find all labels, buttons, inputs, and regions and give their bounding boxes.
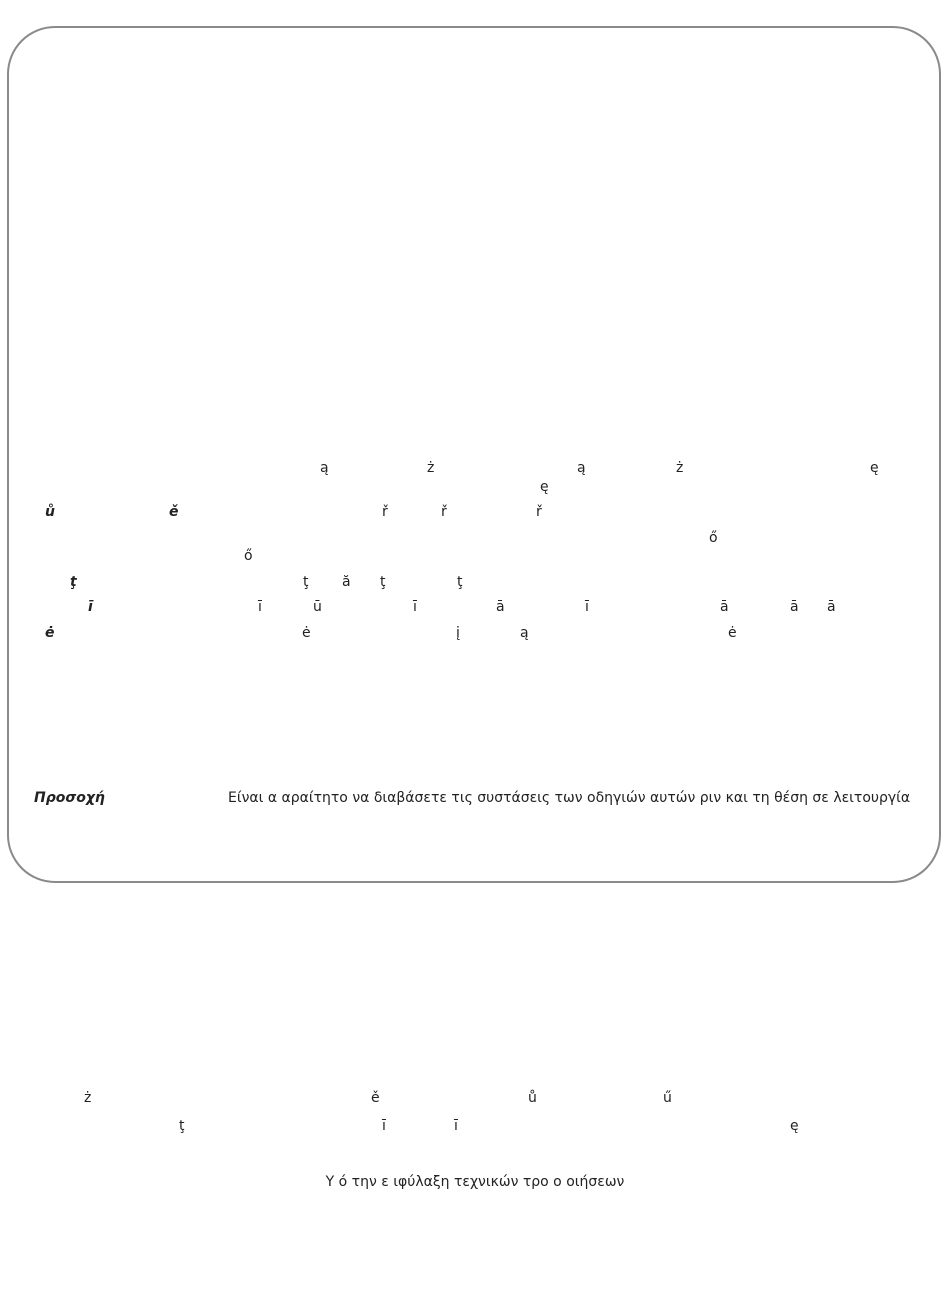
glyph: ż	[676, 460, 684, 476]
glyph: ů	[528, 1090, 537, 1106]
technical-changes-note: Υ ό την ε ιφύλαξη τεχνικών τρο ο οιήσεων	[325, 1174, 625, 1190]
glyph: ě	[169, 504, 179, 520]
glyph: ţ	[70, 574, 77, 590]
glyph: ř	[382, 504, 388, 520]
warning-label: Προσοχή	[34, 790, 105, 806]
glyph: ř	[441, 504, 447, 520]
glyph: ė	[728, 625, 737, 641]
glyph: ā	[827, 599, 836, 615]
glyph: ī	[585, 599, 589, 615]
glyph: ą	[577, 460, 586, 476]
glyph: ţ	[380, 574, 386, 590]
glyph: ę	[540, 479, 549, 495]
glyph: ţ	[457, 574, 463, 590]
warning-text: Είναι α αραίτητο να διαβάσετε τις συστάσεις των οδηγιών αυτών ριν και τη θέση σε λειτουργία	[228, 790, 911, 806]
glyph: ū	[313, 599, 322, 615]
glyph: ė	[302, 625, 311, 641]
glyph: ī	[382, 1118, 386, 1134]
glyph: ů	[45, 504, 55, 520]
glyph: ż	[427, 460, 435, 476]
glyph: ě	[371, 1090, 380, 1106]
glyph: ă	[342, 574, 351, 590]
glyph: ā	[790, 599, 799, 615]
glyph: ą	[320, 460, 329, 476]
glyph: ţ	[179, 1118, 185, 1134]
glyph: ő	[244, 548, 253, 564]
glyph: ę	[870, 460, 879, 476]
glyph: ā	[720, 599, 729, 615]
glyph: ř	[536, 504, 542, 520]
glyph: ő	[709, 530, 718, 546]
glyph: ę	[790, 1118, 799, 1134]
instruction-frame	[7, 26, 941, 883]
glyph: ī	[413, 599, 417, 615]
glyph: ė	[45, 625, 55, 641]
glyph: į	[456, 625, 460, 641]
glyph: ī	[454, 1118, 458, 1134]
glyph: ī	[88, 599, 93, 615]
glyph: ī	[258, 599, 262, 615]
glyph: ű	[663, 1090, 672, 1106]
glyph: ą	[520, 625, 529, 641]
glyph: ţ	[303, 574, 309, 590]
glyph: ā	[496, 599, 505, 615]
glyph: ż	[84, 1090, 92, 1106]
